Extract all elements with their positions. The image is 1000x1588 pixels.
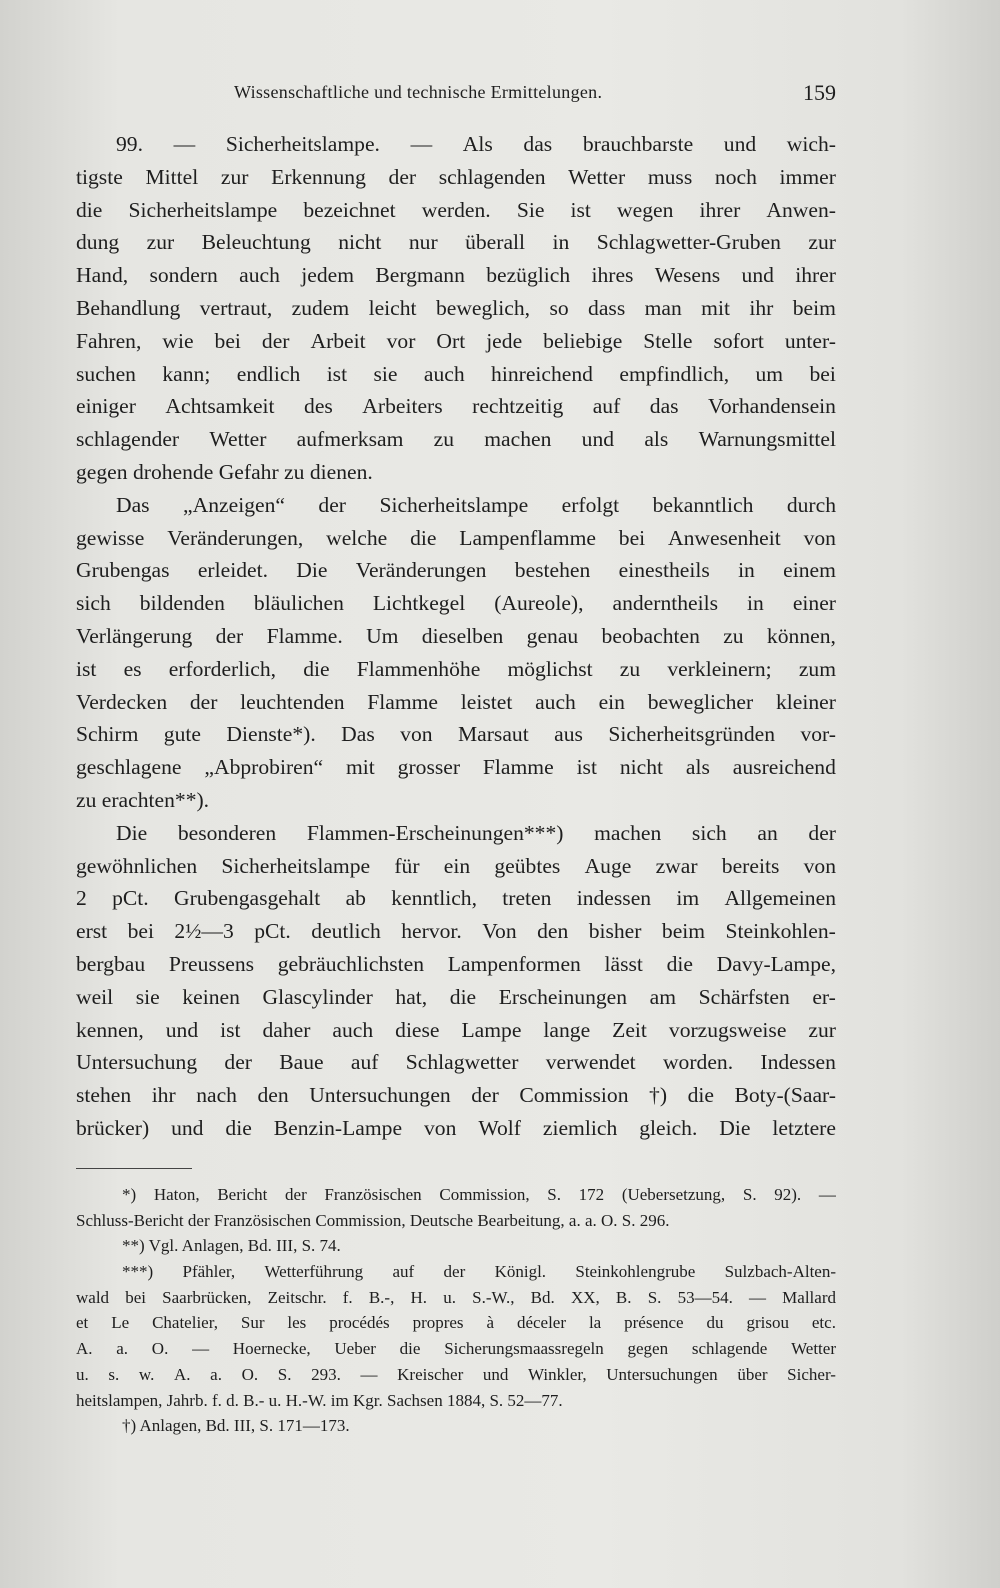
body-line: einiger Achtsamkeit des Arbeiters rechtzeitig auf das Vorhandensein (76, 394, 836, 419)
body-line: Verlängerung der Flamme. Um dieselben genau beobachten zu können, (76, 623, 836, 648)
footnote-line: wald bei Saarbrücken, Zeitschr. f. B.-, H. u. S.-W., Bd. XX, B. S. 53—54. — Mallard (76, 1287, 836, 1307)
body-line: Verdecken der leuchtenden Flamme leistet auch ein beweglicher kleiner (76, 689, 836, 714)
body-line: Schirm gute Dienste*). Das von Marsaut aus Sicherheitsgründen vor- (76, 722, 836, 747)
body-line: Die besonderen Flammen-Erscheinungen***) machen sich an der (116, 820, 836, 845)
page-number: 159 (803, 80, 836, 105)
body-line: 2 pCt. Grubengasgehalt ab kenntlich, treten indessen im Allgemeinen (76, 886, 836, 911)
body-line: dung zur Beleuchtung nicht nur überall in Schlagwetter-Gruben zur (76, 230, 836, 255)
body-line: Das „Anzeigen“ der Sicherheitslampe erfolgt bekanntlich durch (116, 492, 836, 517)
body-line: erst bei 2½—3 pCt. deutlich hervor. Von den bisher beim Steinkohlen- (76, 919, 836, 944)
body-line: brücker) und die Benzin-Lampe von Wolf ziemlich gleich. Die letztere (76, 1115, 836, 1140)
body-line: bergbau Preussens gebräuchlichsten Lampenformen lässt die Davy-Lampe, (76, 951, 836, 976)
footnotes (76, 1182, 836, 1439)
body-line: tigste Mittel zur Erkennung der schlagenden Wetter muss noch immer (76, 164, 836, 189)
body-line: die Sicherheitslampe bezeichnet werden. Sie ist wegen ihrer Anwen- (76, 197, 836, 222)
body-line: sich bildenden bläulichen Lichtkegel (Aureole), anderntheils in einer (76, 591, 836, 616)
body-line: gewisse Veränderungen, welche die Lampenflamme bei Anwesenheit von (76, 525, 836, 550)
body-line: Untersuchung der Baue auf Schlagwetter verwendet worden. Indessen (76, 1050, 836, 1075)
footnote-line: **) Vgl. Anlagen, Bd. III, S. 74. (122, 1236, 341, 1256)
body-line: Hand, sondern auch jedem Bergmann bezüglich ihres Wesens und ihrer (76, 263, 836, 288)
body-line: ist es erforderlich, die Flammenhöhe möglichst zu verkleinern; zum (76, 656, 836, 681)
body-line: gegen drohende Gefahr zu dienen. (76, 459, 373, 484)
body-line: zu erachten**). (76, 787, 210, 812)
footnote-line: et Le Chatelier, Sur les procédés propres à déceler la présence du grisou etc. (76, 1313, 836, 1333)
footnote-line: u. s. w. A. a. O. S. 293. — Kreischer und Winkler, Untersuchungen über Sicher- (76, 1364, 836, 1384)
running-title: Wissenschaftliche und technische Ermittelungen. (234, 82, 603, 102)
body-line: Behandlung vertraut, zudem leicht beweglich, so dass man mit ihr beim (76, 295, 836, 320)
body-line: stehen ihr nach den Untersuchungen der Commission †) die Boty-(Saar- (76, 1083, 836, 1108)
footnote-line: A. a. O. — Hoernecke, Ueber die Sicherungsmaassregeln gegen schlagende Wetter (76, 1339, 836, 1359)
footnote-line: †) Anlagen, Bd. III, S. 171—173. (122, 1416, 350, 1436)
body-line: geschlagene „Abprobiren“ mit grosser Flamme ist nicht als ausreichend (76, 755, 836, 780)
page-header (76, 82, 836, 112)
body-line: suchen kann; endlich ist sie auch hinreichend empfindlich, um bei (76, 361, 836, 386)
footnote-line: heitslampen, Jahrb. f. d. B.- u. H.-W. im Kgr. Sachsen 1884, S. 52—77. (76, 1390, 563, 1410)
footnote-line: *) Haton, Bericht der Französischen Commission, S. 172 (Uebersetzung, S. 92). — (122, 1185, 836, 1204)
footnote-separator (76, 1168, 192, 1169)
body-line: Grubengas erleidet. Die Veränderungen bestehen einestheils in einem (76, 558, 836, 583)
body-line: Fahren, wie bei der Arbeit vor Ort jede beliebige Stelle sofort unter- (76, 328, 836, 353)
body-line: weil sie keinen Glascylinder hat, die Erscheinungen am Schärfsten er- (76, 984, 836, 1009)
footnote-line: ***) Pfähler, Wetterführung auf der Königl. Steinkohlengrube Sulzbach-Alten- (122, 1262, 836, 1282)
footnote-line: Schluss-Bericht der Französischen Commission, Deutsche Bearbeitung, a. a. O. S. 296. (76, 1210, 670, 1230)
body-line: kennen, und ist daher auch diese Lampe lange Zeit vorzugsweise zur (76, 1017, 836, 1042)
body-line: schlagender Wetter aufmerksam zu machen und als Warnungsmittel (76, 427, 836, 452)
body-line: gewöhnlichen Sicherheitslampe für ein geübtes Auge zwar bereits von (76, 853, 836, 878)
body-line: 99. — Sicherheitslampe. — Als das brauchbarste und wich- (116, 132, 836, 156)
body-text (76, 128, 836, 1145)
